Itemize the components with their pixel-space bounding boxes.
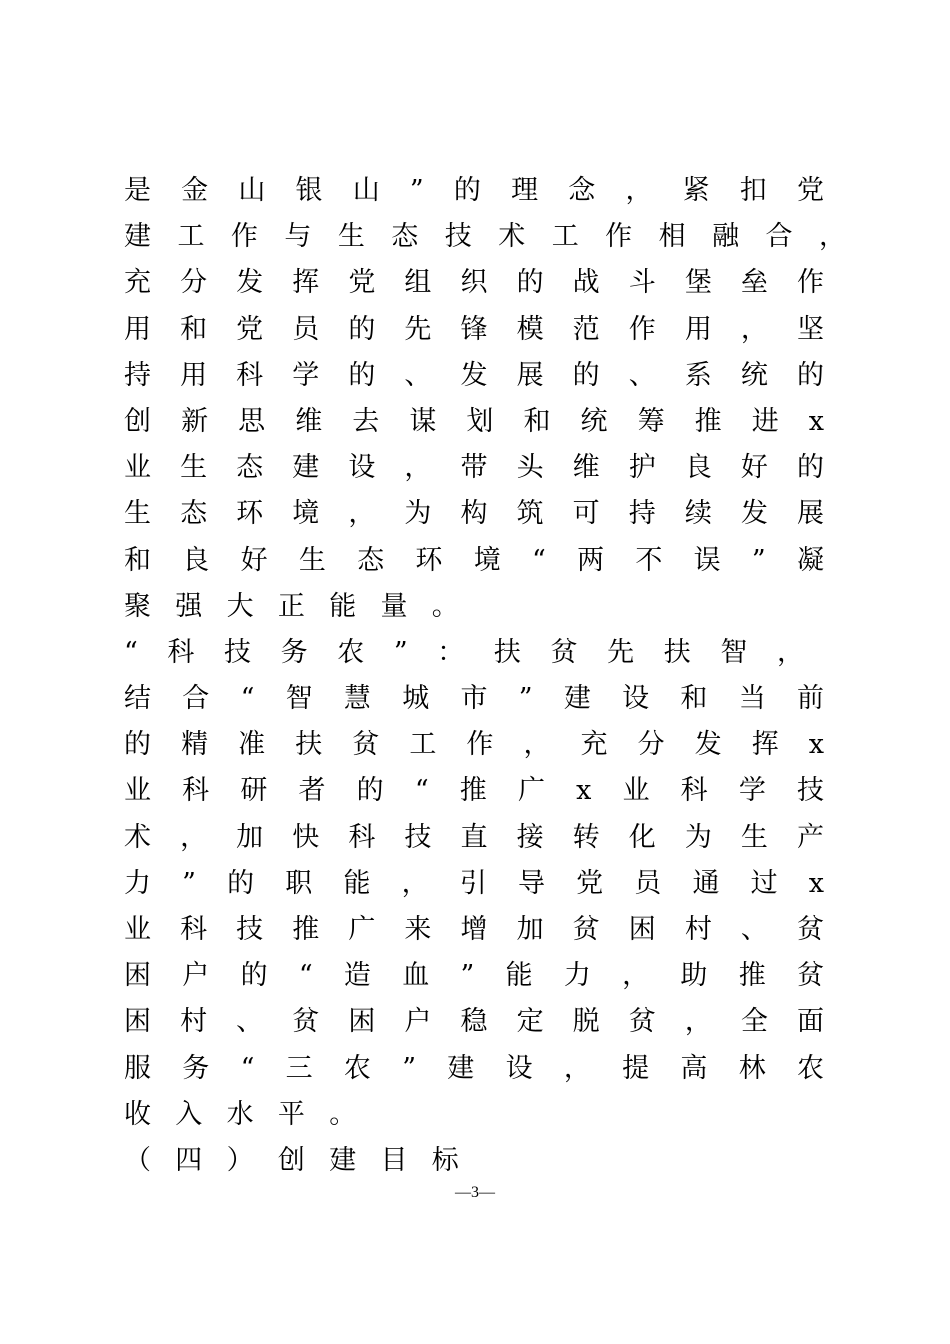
text-line: 用和党员的先锋模范作用，坚 <box>124 313 824 345</box>
text-line: 是金山银山”的理念，紧扣党 <box>124 175 824 206</box>
text-line: 充分发挥党组织的战斗堡垒作 <box>124 267 824 299</box>
text-line: 术，加快科技直接转化为生产 <box>124 821 824 853</box>
text-line: 服务“三农”建设，提高林农 <box>124 1052 824 1084</box>
text-line: 困村、贫困户稳定脱贫，全面 <box>124 1006 824 1038</box>
paragraph-end-line: 聚强大正能量。 <box>124 590 484 622</box>
page-number: —3— <box>455 1184 495 1201</box>
text-line: 业科研者的“推广x业科学技 <box>124 775 824 807</box>
text-line: 建工作与生态技术工作相融合， <box>124 221 846 253</box>
text-line: 力”的职能，引导党员通过x <box>124 867 824 899</box>
text-line: 的精准扶贫工作，充分发挥x <box>124 729 824 761</box>
text-line: 生态环境，为构筑可持续发展 <box>124 498 824 530</box>
text-line: 创新思维去谋划和统筹推进x <box>124 405 824 437</box>
text-line: 业科技推广来增加贫困村、贫 <box>124 914 824 945</box>
paragraph-end-line: 收入水平。 <box>124 1098 381 1130</box>
text-line: 结合“智慧城市”建设和当前 <box>124 683 824 715</box>
section-heading: （四）创建目标 <box>124 1144 484 1176</box>
text-line: 困户的“造血”能力，助推贫 <box>124 960 824 992</box>
text-line: 业生态建设，带头维护良好的 <box>124 452 824 484</box>
text-line: 和良好生态环境“两不误”凝 <box>124 544 824 576</box>
text-line: “科技务农”：扶贫先扶智， <box>124 636 804 668</box>
body-text <box>124 168 846 1184</box>
text-line: 持用科学的、发展的、系统的 <box>124 359 824 391</box>
